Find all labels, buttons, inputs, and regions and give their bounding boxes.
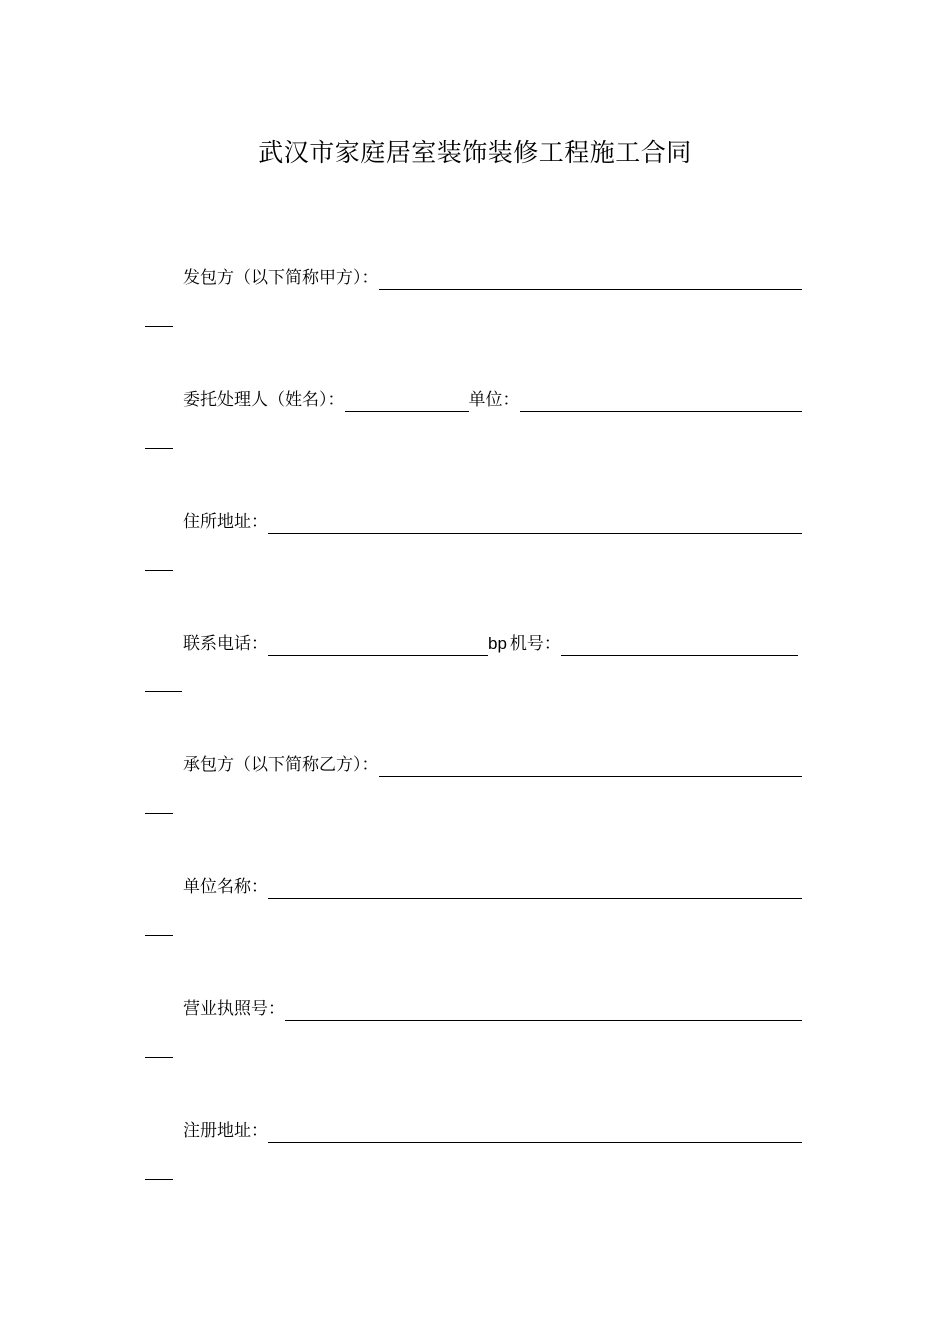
- field-employer-blank[interactable]: [379, 268, 803, 290]
- field-address-blank[interactable]: [268, 512, 802, 534]
- field-phone-blank[interactable]: [268, 634, 488, 656]
- field-address-label: 住所地址：: [183, 512, 268, 532]
- field-agent-unit-label: 单位：: [468, 390, 520, 410]
- field-registered-address-continuation: [145, 1179, 173, 1180]
- field-address: [183, 506, 802, 534]
- field-address-continuation: [145, 570, 173, 571]
- field-unit-name-label: 单位名称：: [183, 877, 268, 897]
- field-employer-label: 发包方（以下简称甲方）：: [183, 268, 379, 288]
- field-agent-name-label: 委托处理人（姓名）：: [183, 390, 345, 410]
- field-phone-label: 联系电话：: [183, 634, 268, 654]
- field-unit-name-blank[interactable]: [268, 877, 802, 899]
- document-title: 武汉市家庭居室装饰装修工程施工合同: [258, 138, 692, 167]
- field-license-blank[interactable]: [285, 999, 802, 1021]
- field-agent-continuation: [145, 448, 173, 449]
- field-contractor-blank[interactable]: [379, 755, 803, 777]
- field-unit-name-continuation: [145, 935, 173, 936]
- field-contractor-label: 承包方（以下简称乙方）：: [183, 755, 379, 775]
- field-phone: [183, 628, 798, 656]
- field-employer: [183, 262, 802, 290]
- field-contractor-continuation: [145, 813, 173, 814]
- field-contractor: [183, 749, 802, 777]
- field-license: [183, 993, 802, 1021]
- field-unit-name: [183, 871, 802, 899]
- field-agent-unit-blank[interactable]: [520, 390, 803, 412]
- field-registered-address-label: 注册地址：: [183, 1121, 268, 1141]
- field-pager-prefix: bp: [488, 634, 507, 653]
- field-pager-label: 机号：: [509, 634, 561, 654]
- field-agent-name-blank[interactable]: [345, 390, 469, 412]
- field-agent: [183, 384, 802, 412]
- field-license-label: 营业执照号：: [183, 999, 285, 1019]
- field-employer-continuation: [145, 326, 173, 327]
- field-license-continuation: [145, 1057, 173, 1058]
- field-registered-address-blank[interactable]: [268, 1121, 802, 1143]
- field-pager-blank[interactable]: [561, 634, 798, 656]
- field-phone-continuation: [145, 691, 182, 692]
- field-registered-address: [183, 1115, 802, 1143]
